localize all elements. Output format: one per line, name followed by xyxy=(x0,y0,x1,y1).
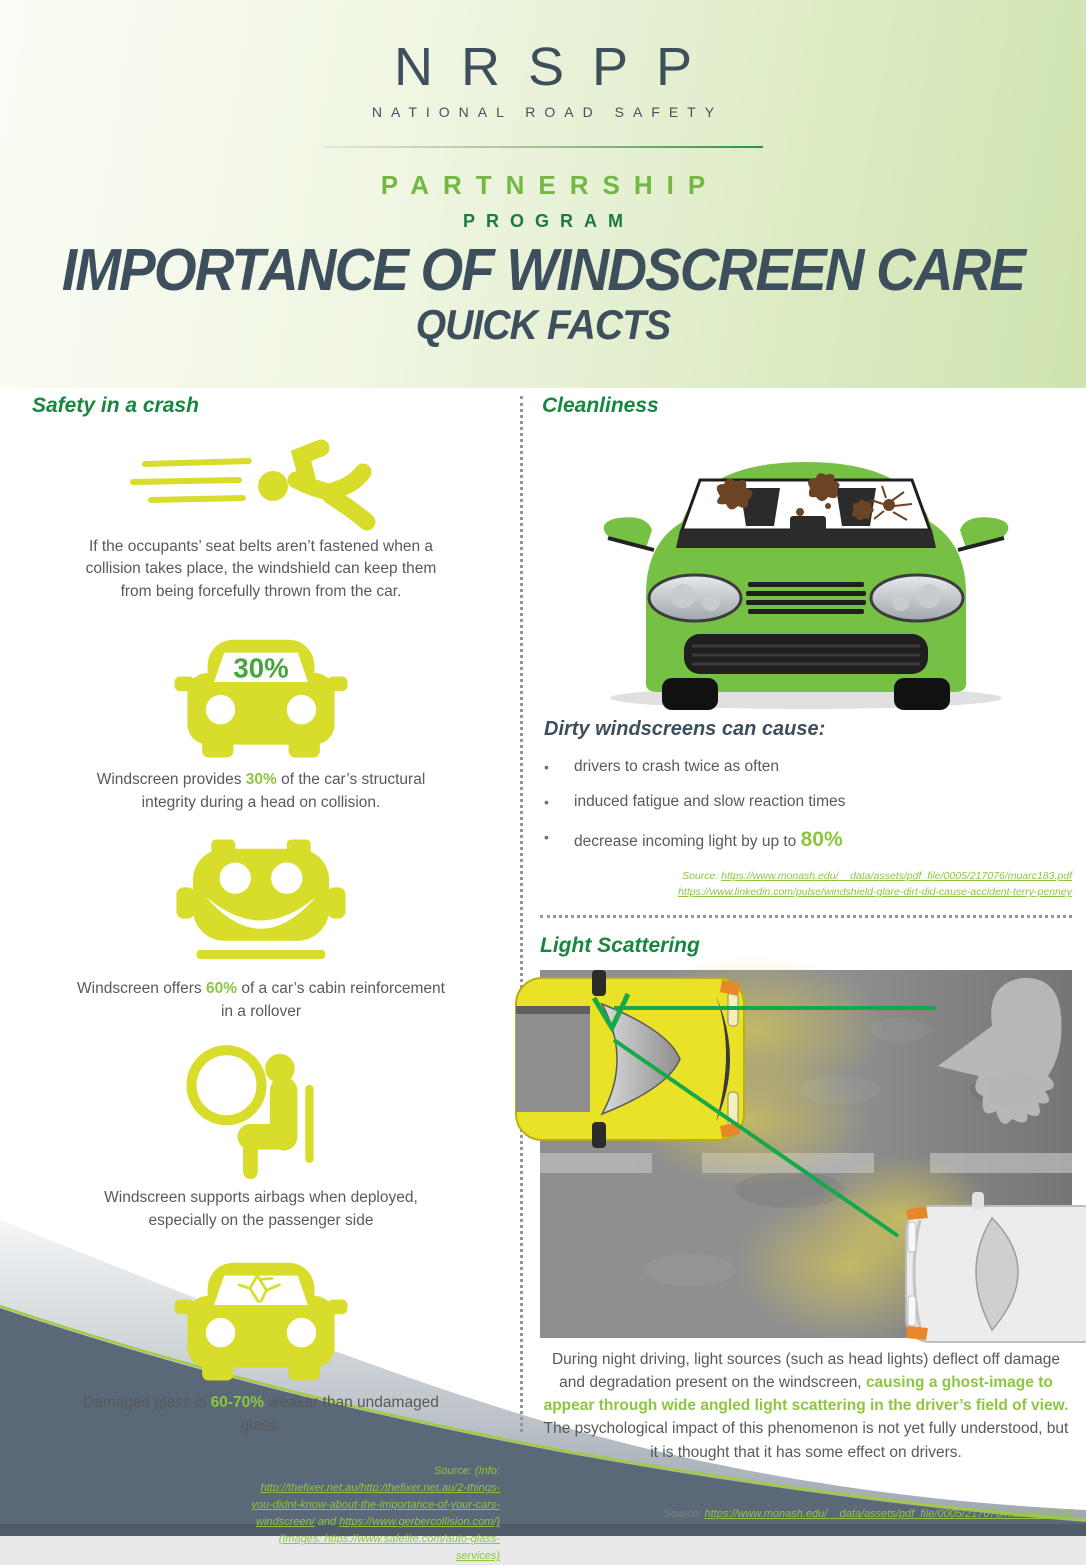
white-car-top-view xyxy=(906,1192,1086,1342)
airbag-icon xyxy=(169,1041,354,1181)
fact-ejection xyxy=(22,434,500,603)
cleanliness-source-link-1[interactable]: https://www.monash.edu/__data/assets/pdf_file/0005/217076/muarc183.pdf xyxy=(721,870,1072,882)
fact-rollover-text: Windscreen offers 60% of a car’s cabin reinforcement in a rollover xyxy=(77,980,445,1020)
cleanliness-heading: Cleanliness xyxy=(542,394,659,417)
right-column xyxy=(540,394,1072,1523)
page-title xyxy=(0,237,1086,348)
safety-source-link-2[interactable]: https://www.gerbercollision.com/) xyxy=(339,1516,500,1529)
car-rollover-icon xyxy=(166,834,356,972)
fact-structural-text: Windscreen provides 30% of the car’s structural integrity during a head on collision. xyxy=(96,771,426,811)
safety-heading: Safety in a crash xyxy=(32,394,199,417)
logo-partnership: PARTNERSHIP xyxy=(380,170,720,200)
section-divider xyxy=(540,915,1072,918)
fact-airbag xyxy=(22,1041,500,1232)
light-scattering-illustration xyxy=(540,970,1072,1338)
fact-damaged-text: Damaged glass is 60-70% weaker than undamaged glass. xyxy=(83,1394,439,1434)
page-title-line1: IMPORTANCE OF WINDSCREEN CARE xyxy=(61,237,1025,303)
fact-airbag-text: Windscreen supports airbags when deployed, especially on the passenger side xyxy=(104,1189,418,1229)
safety-source-link-1[interactable]: http://thefixer.net.au/http:/thefixer.net.au/2-things-you-didnt-know-about-the-importance-of-your-cars-windscreen/ xyxy=(251,1482,500,1529)
list-item: • induced fatigue and slow reaction times xyxy=(540,793,1072,811)
fact-ejection-text: If the occupants’ seat belts aren’t fastened when a collision takes place, the windshield can keep them from being forcefully thrown from the car. xyxy=(85,538,437,600)
header-band xyxy=(0,0,1086,388)
light-source: Source: https://www.monash.edu/__data/assets/pdf_file/0005/217076/muarc183.pdf xyxy=(663,1507,1072,1520)
dirty-cause-list xyxy=(540,758,1072,852)
cleanliness-source-link-2[interactable]: https://www.linkedin.com/pulse/windshield-glare-dirt-did-cause-accident-terry-penney xyxy=(678,886,1072,899)
light-scattering-heading: Light Scattering xyxy=(540,933,700,957)
car-cracked-windscreen-icon xyxy=(166,1248,356,1386)
safety-source-label: Source: (Info: xyxy=(433,1465,500,1478)
fact-rollover xyxy=(22,834,500,1023)
fact-structural xyxy=(22,625,500,814)
nrspp-logo xyxy=(0,37,1086,232)
car-30pct-icon xyxy=(166,625,356,763)
safety-source-link-3[interactable]: (Images: https://www.safelite.com/auto-glass-services) xyxy=(278,1533,500,1563)
logo-subtitle: NATIONAL ROAD SAFETY xyxy=(371,104,724,120)
list-item: • drivers to crash twice as often xyxy=(540,758,1072,776)
logo-divider xyxy=(323,146,763,148)
page-title-line2: QUICK FACTS xyxy=(415,300,671,348)
light-scattering-text: During night driving, light sources (such as head lights) deflect off damage and degradation present on the windscreen, causing a ghost-image to appear through wide angled light scattering in the driver’s field of view. The psychological impact of this phenomenon is not yet fully understood, but it is thought that it has some effect on drivers. xyxy=(543,1350,1069,1461)
car-30pct-value: 30% xyxy=(233,652,289,684)
yellow-car-top-view xyxy=(516,970,744,1148)
safety-source: Source: (Info: http://thefixer.net.au/http:/thefixer.net.au/2-things-you-didnt-know-about-the-importance-of-your-cars-windscreen/ and https://www.gerbercollision.com/) (Images: https://www.safelite.com/auto-glass-services) xyxy=(251,1465,500,1563)
cleanliness-source: Source: https://www.monash.edu/__data/assets/pdf_file/0005/217076/muarc183.pdf https://www.linkedin.com/pulse/windshield-glare-dirt-did-cause-accident-terry-penney xyxy=(678,870,1072,899)
dirty-cause-heading: Dirty windscreens can cause: xyxy=(544,718,826,740)
dirty-windscreen-car-illustration xyxy=(588,426,1024,714)
list-item: • decrease incoming light by up to 80% xyxy=(540,828,1072,852)
light-source-link[interactable]: https://www.monash.edu/__data/assets/pdf_file/0005/217076/muarc183.pdf xyxy=(704,1507,1072,1520)
logo-acronym: NRSPP xyxy=(393,37,721,97)
person-thrown-icon xyxy=(121,434,401,530)
column-divider xyxy=(520,396,523,1432)
logo-program: PROGRAM xyxy=(463,211,634,231)
safety-section xyxy=(22,394,500,1565)
fact-damaged xyxy=(22,1248,500,1437)
